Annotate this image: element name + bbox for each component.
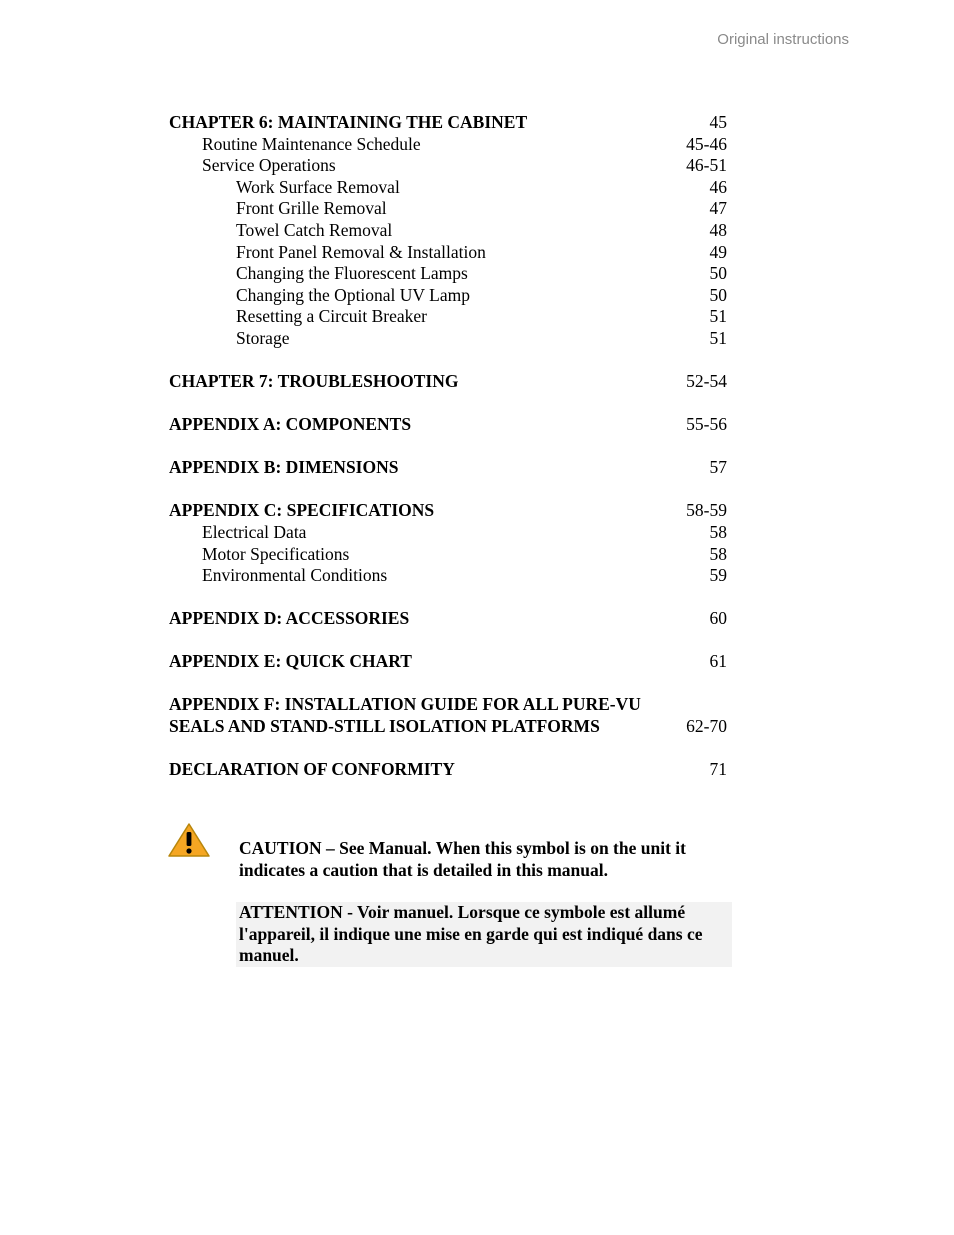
toc-page: 51 (709, 327, 727, 348)
toc-subitem[interactable] (169, 220, 727, 242)
toc-appendix-a[interactable] (169, 414, 727, 436)
toc-subitem[interactable] (169, 263, 727, 285)
toc-title: SEALS AND STAND-STILL ISOLATION PLATFORMS (169, 715, 600, 736)
toc-spacer (169, 393, 727, 415)
toc-page: 45 (709, 112, 727, 132)
toc-title: Routine Maintenance Schedule (202, 133, 421, 154)
toc-spacer (169, 436, 727, 458)
toc-chapter-6[interactable] (169, 112, 727, 134)
toc-appendix-f-line2[interactable] (169, 716, 727, 738)
table-of-contents (169, 112, 727, 781)
toc-title: APPENDIX C: SPECIFICATIONS (169, 500, 435, 521)
toc-page: 46 (709, 176, 727, 197)
toc-subitem[interactable] (169, 177, 727, 199)
toc-subitem[interactable] (169, 198, 727, 220)
toc-title: APPENDIX A: COMPONENTS (169, 414, 412, 435)
toc-subitem[interactable] (169, 285, 727, 307)
header-note: Original instructions (717, 31, 849, 48)
toc-page: 45-46 (686, 133, 727, 154)
toc-title: CHAPTER 6: MAINTAINING THE CABINET (169, 112, 528, 132)
toc-appendix-e[interactable] (169, 651, 727, 673)
toc-page: 55-56 (686, 414, 727, 435)
caution-text-fr: ATTENTION - Voir manuel. Lorsque ce symbole est allumé l'appareil, il indique une mise en garde qui est indiqué dans ce manuel. (236, 902, 732, 967)
toc-spacer (169, 587, 727, 609)
toc-title: Front Panel Removal & Installation (236, 241, 486, 262)
toc-item[interactable] (169, 565, 727, 587)
toc-title: Electrical Data (202, 521, 307, 542)
toc-page: 46-51 (686, 155, 727, 176)
warning-triangle-icon (167, 822, 211, 858)
toc-item[interactable] (169, 134, 727, 156)
toc-appendix-f-line1[interactable] (169, 694, 727, 716)
toc-appendix-c[interactable] (169, 500, 727, 522)
toc-title: CHAPTER 7: TROUBLESHOOTING (169, 371, 459, 392)
toc-page: 57 (709, 457, 727, 478)
toc-title: Environmental Conditions (202, 565, 388, 586)
toc-page: 71 (709, 759, 727, 780)
toc-page: 48 (709, 219, 727, 240)
toc-title: APPENDIX B: DIMENSIONS (169, 457, 399, 478)
caution-text-en: CAUTION – See Manual. When this symbol is on the unit it indicates a caution that is detailed in this manual. (239, 838, 686, 880)
toc-page: 60 (709, 608, 727, 629)
toc-item[interactable] (169, 522, 727, 544)
toc-title: Motor Specifications (202, 543, 350, 564)
toc-spacer (169, 350, 727, 372)
toc-page: 49 (709, 241, 727, 262)
toc-title: Resetting a Circuit Breaker (236, 306, 427, 327)
toc-title: Service Operations (202, 155, 336, 176)
toc-title: APPENDIX D: ACCESSORIES (169, 608, 410, 629)
toc-subitem[interactable] (169, 242, 727, 264)
toc-declaration[interactable] (169, 759, 727, 781)
toc-subitem[interactable] (169, 328, 727, 350)
toc-title: DECLARATION OF CONFORMITY (169, 759, 455, 780)
toc-item[interactable] (169, 155, 727, 177)
toc-page: 47 (709, 198, 727, 219)
toc-title: APPENDIX F: INSTALLATION GUIDE FOR ALL PURE-VU (169, 694, 641, 715)
toc-page: 52-54 (686, 371, 727, 392)
toc-page: 59 (709, 565, 727, 586)
toc-spacer (169, 673, 727, 695)
toc-page: 61 (709, 651, 727, 672)
toc-title: Storage (236, 327, 290, 348)
toc-title: APPENDIX E: QUICK CHART (169, 651, 412, 672)
toc-page: 50 (709, 284, 727, 305)
toc-spacer (169, 630, 727, 652)
toc-appendix-d[interactable] (169, 608, 727, 630)
toc-chapter-7[interactable] (169, 371, 727, 393)
toc-title: Changing the Optional UV Lamp (236, 284, 470, 305)
toc-spacer (169, 738, 727, 760)
toc-subitem[interactable] (169, 306, 727, 328)
toc-title: Front Grille Removal (236, 198, 387, 219)
toc-title: Changing the Fluorescent Lamps (236, 263, 468, 284)
toc-spacer (169, 479, 727, 501)
toc-page: 51 (709, 306, 727, 327)
toc-page: 50 (709, 263, 727, 284)
toc-title: Towel Catch Removal (236, 219, 393, 240)
toc-page: 58-59 (686, 500, 727, 521)
toc-item[interactable] (169, 544, 727, 566)
toc-page: 58 (709, 521, 727, 542)
toc-appendix-b[interactable] (169, 457, 727, 479)
toc-page: 62-70 (686, 715, 727, 736)
toc-page: 58 (709, 543, 727, 564)
toc-title: Work Surface Removal (236, 176, 400, 197)
